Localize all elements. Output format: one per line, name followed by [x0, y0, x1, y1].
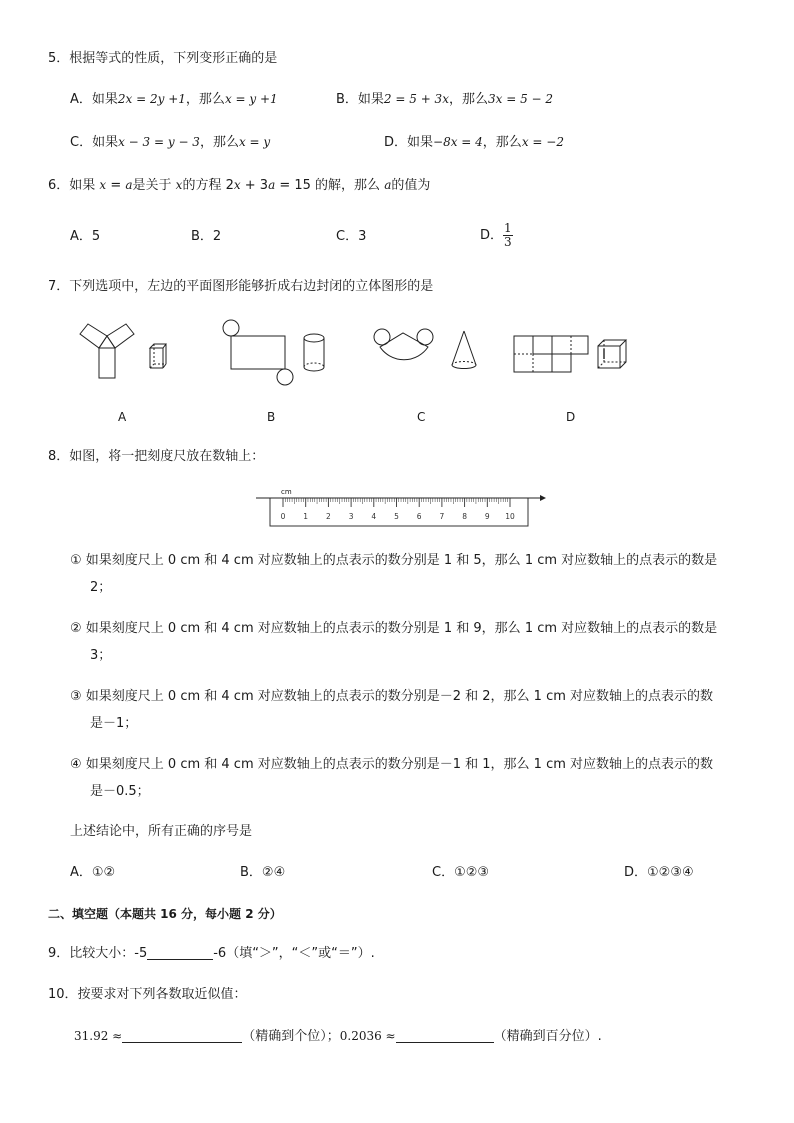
q8-conclusion: 上述结论中，所有正确的序号是: [70, 824, 253, 839]
q8-statement-4-cont: 是－0.5；: [90, 784, 150, 799]
q8-stem: 8．如图，将一把刻度尺放在数轴上：: [48, 449, 265, 464]
ruler-figure: [254, 486, 546, 530]
ruler-tick-label: 10: [505, 512, 515, 521]
q8-option-b: B．②④: [240, 865, 286, 880]
ruler-tick-label: 4: [371, 512, 377, 521]
q7-label-c: C: [417, 410, 426, 424]
q10-items: 31.92 ≈ （精确到个位）；0.2036 ≈ （精确到百分位）.: [74, 1029, 602, 1044]
number-line-arrow: [540, 495, 546, 501]
q7-label-b: B: [267, 410, 276, 424]
ruler-tick-label: 7: [439, 512, 445, 521]
q6-option-c: C．3: [336, 229, 367, 244]
q6-stem: 6．如果 x = a是关于 x的方程 2x + 3a = 15 的解，那么 a的值为: [48, 178, 431, 193]
q8-statement-2-cont: 3；: [90, 648, 112, 663]
ruler-tick-label: 5: [394, 512, 399, 521]
q8-option-d: D．①②③④: [624, 865, 694, 880]
q9: 9．比较大小：-5 -6（填“＞”，“＜”或“＝”）.: [48, 946, 375, 961]
ruler-tick-label: 8: [462, 512, 467, 521]
q5-option-d: D．如果−8x = 4，那么x = −2: [384, 135, 564, 150]
ruler-unit-label: cm: [281, 488, 292, 496]
q8-statement-1: ① 如果刻度尺上 0 cm 和 4 cm 对应数轴上的点表示的数分别是 1 和 5，那么 1 cm 对应数轴上的点表示的数是: [70, 553, 718, 568]
ruler-tick-label: 6: [416, 512, 422, 521]
q9-answer-blank[interactable]: [147, 945, 213, 960]
q8-option-a: A．①②: [70, 865, 116, 880]
q5-option-b: B．如果2 = 5 + 3x，那么3x = 5 − 2: [336, 92, 554, 107]
ruler-tick-label: 2: [326, 512, 331, 521]
q8-statement-2: ② 如果刻度尺上 0 cm 和 4 cm 对应数轴上的点表示的数分别是 1 和 9，那么 1 cm 对应数轴上的点表示的数是: [70, 621, 718, 636]
q7-label-a: A: [118, 410, 127, 424]
ruler-tick-label: 3: [348, 512, 354, 521]
fraction-one-third: $\frac{1}{3}$: [504, 221, 512, 249]
q10-stem: 10．按要求对下列各数取近似值：: [48, 987, 247, 1002]
ruler-tick-label: 9: [484, 512, 490, 521]
q8-statement-3: ③ 如果刻度尺上 0 cm 和 4 cm 对应数轴上的点表示的数分别是－2 和 2，那么 1 cm 对应数轴上的点表示的数: [70, 689, 714, 704]
q5-stem: 5．根据等式的性质，下列变形正确的是: [48, 51, 278, 66]
ruler-tick-label: 0: [280, 512, 286, 521]
q7-figure-c: [370, 327, 482, 375]
q7-label-d: D: [566, 410, 576, 424]
q6-option-a: A．5: [70, 229, 101, 244]
q8-statement-1-cont: 2；: [90, 580, 112, 595]
q7-figure-d: [512, 334, 632, 374]
q5-option-c: C．如果x − 3 = y − 3，那么x = y: [70, 135, 271, 150]
ruler-tick-label: 1: [303, 512, 309, 521]
q6-option-d: D． $\frac{1}{3}$: [480, 221, 512, 249]
q5-option-a: A．如果2x = 2y +1，那么x = y +1: [70, 92, 278, 107]
q8-option-c: C．①②③: [432, 865, 490, 880]
ruler-svg: [254, 486, 546, 530]
q10-answer-blank-2[interactable]: [396, 1028, 494, 1043]
q8-statement-4: ④ 如果刻度尺上 0 cm 和 4 cm 对应数轴上的点表示的数分别是－1 和 1，那么 1 cm 对应数轴上的点表示的数: [70, 757, 714, 772]
q8-statement-3-cont: 是－1；: [90, 716, 138, 731]
q7-stem: 7．下列选项中，左边的平面图形能够折成右边封闭的立体图形的是: [48, 279, 434, 294]
q10-answer-blank-1[interactable]: [122, 1028, 242, 1043]
section-2-heading: 二、填空题（本题共 16 分，每小题 2 分）: [48, 907, 282, 921]
q7-figure-a: [78, 322, 178, 382]
q6-option-b: B．2: [191, 229, 222, 244]
q7-figure-b: [220, 318, 330, 386]
